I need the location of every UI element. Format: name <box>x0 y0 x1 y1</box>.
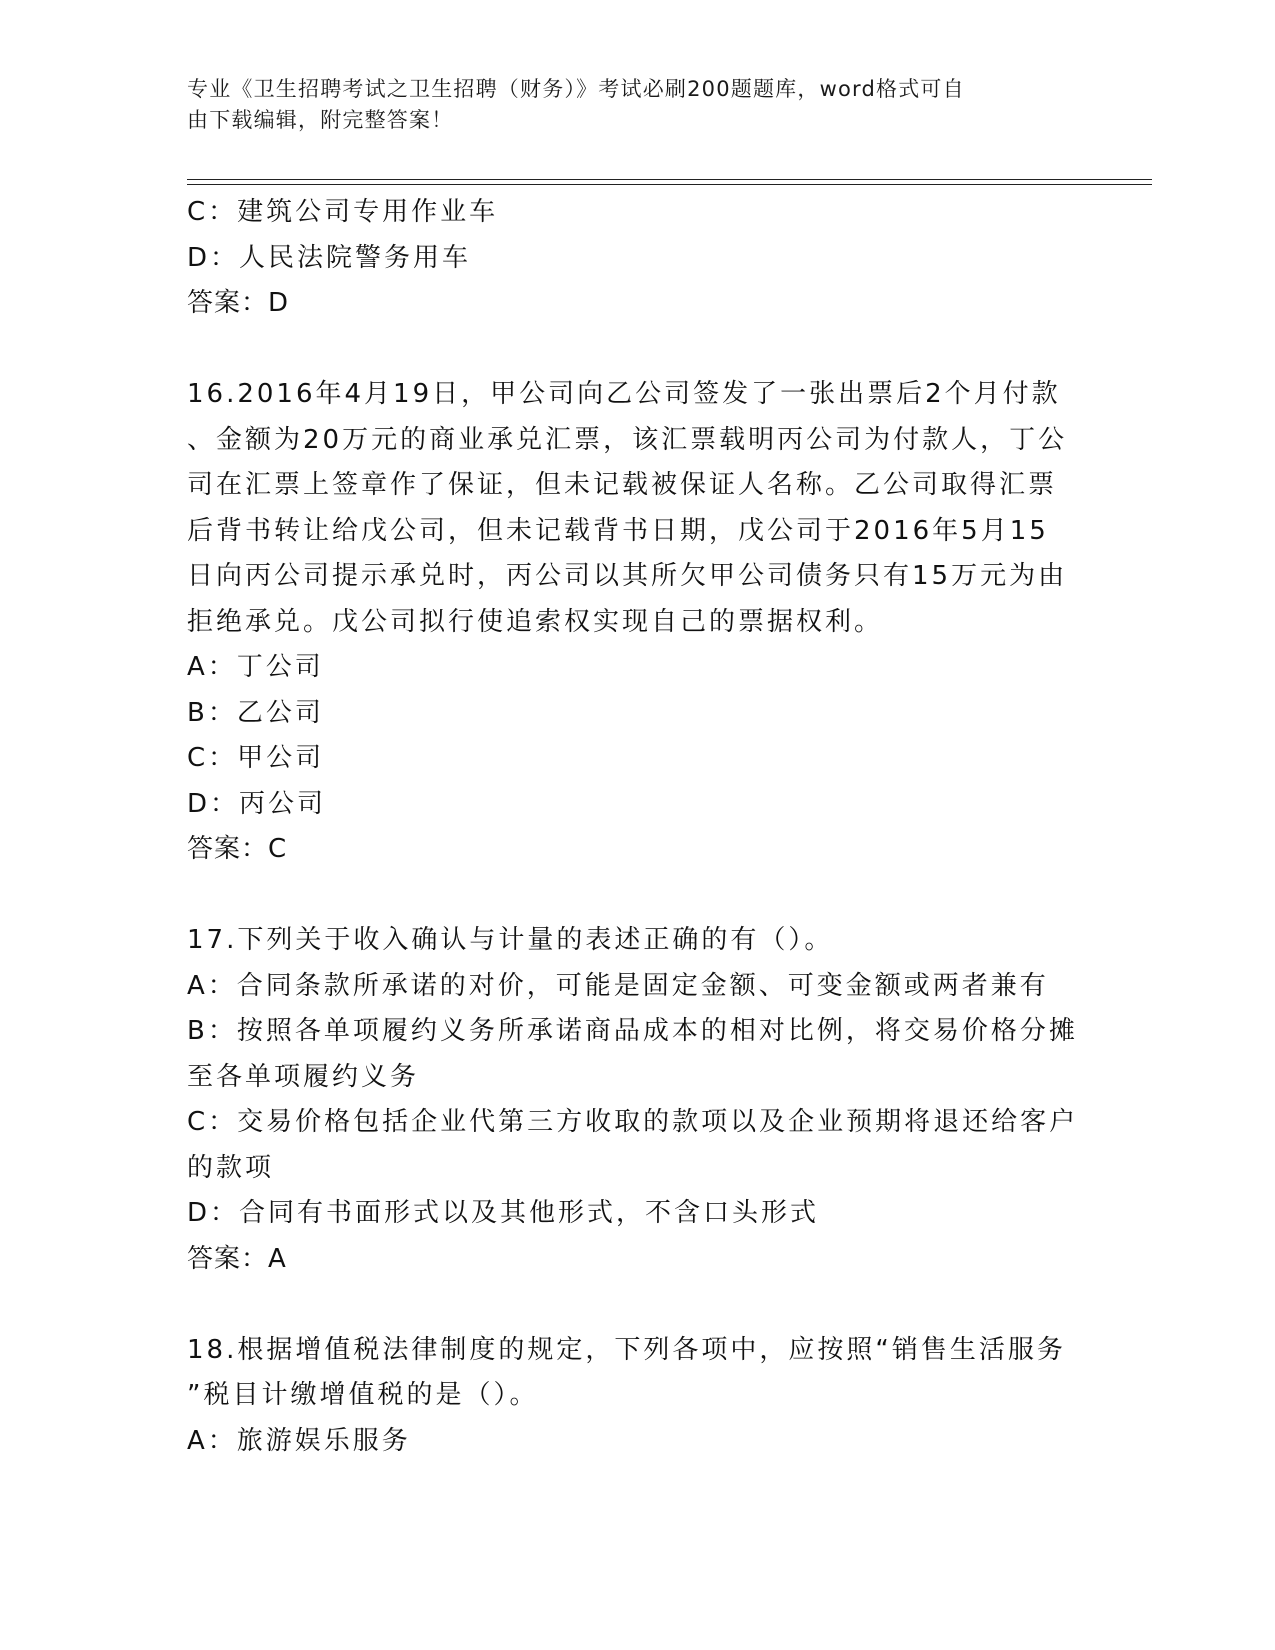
q16-stem-line-3: 司在汇票上签章作了保证，但未记载被保证人名称。乙公司取得汇票 <box>187 470 1058 500</box>
q17-option-b-line-1: B：按照各单项履约义务所承诺商品成本的相对比例，将交易价格分摊 <box>187 1016 1078 1046</box>
document-body <box>187 190 1087 1464</box>
spacer <box>187 1282 1087 1328</box>
q15-option-c: C：建筑公司专用作业车 <box>187 197 499 227</box>
q16-option-d: D：丙公司 <box>187 788 327 819</box>
q16-option-b: B：乙公司 <box>187 697 324 728</box>
q17-option-c-line-1: C：交易价格包括企业代第三方收取的款项以及企业预期将退还给客户 <box>187 1107 1079 1137</box>
header-line-2: 由下载编辑，附完整答案！ <box>187 108 454 132</box>
q15-answer: 答案：D <box>187 288 290 318</box>
q18-stem-line-1: 18.根据增值税法律制度的规定，下列各项中，应按照“销售生活服务 <box>187 1334 1066 1365</box>
q16-stem-line-6: 拒绝承兑。戊公司拟行使追索权实现自己的票据权利。 <box>187 606 884 637</box>
q17-stem: 17.下列关于收入确认与计量的表述正确的有（）。 <box>187 925 834 955</box>
header-divider <box>187 179 1152 185</box>
q16-stem-line-4: 后背书转让给戊公司，但未记载背书日期，戊公司于2016年5月15 <box>187 515 1049 546</box>
q17-answer: 答案：A <box>187 1243 287 1274</box>
spacer <box>187 873 1087 919</box>
q16-stem-line-5: 日向丙公司提示承兑时，丙公司以其所欠甲公司债务只有15万元为由 <box>187 561 1068 591</box>
q15-option-d: D：人民法院警务用车 <box>187 242 472 273</box>
q16-option-c: C：甲公司 <box>187 743 325 773</box>
document-header <box>187 74 1067 136</box>
spacer <box>187 327 1087 373</box>
q17-option-a: A：合同条款所承诺的对价，可能是固定金额、可变金额或两者兼有 <box>187 970 1049 1001</box>
q16-option-a: A：丁公司 <box>187 652 324 682</box>
q18-option-a: A：旅游娱乐服务 <box>187 1425 411 1456</box>
q16-stem-line-1: 16.2016年4月19日，甲公司向乙公司签发了一张出票后2个月付款 <box>187 379 1061 409</box>
q17-option-b-line-2: 至各单项履约义务 <box>187 1061 420 1092</box>
header-line-1: 专业《卫生招聘考试之卫生招聘（财务）》考试必刷200题题库，word格式可自 <box>187 77 965 101</box>
q16-stem-line-2: 、金额为20万元的商业承兑汇票，该汇票载明丙公司为付款人，丁公 <box>187 424 1068 455</box>
q18-stem-line-2: ”税目计缴增值税的是（）。 <box>187 1380 539 1410</box>
q16-answer: 答案：C <box>187 834 288 864</box>
q17-option-d: D：合同有书面形式以及其他形式，不含口头形式 <box>187 1198 820 1228</box>
q17-option-c-line-2: 的款项 <box>187 1152 275 1183</box>
